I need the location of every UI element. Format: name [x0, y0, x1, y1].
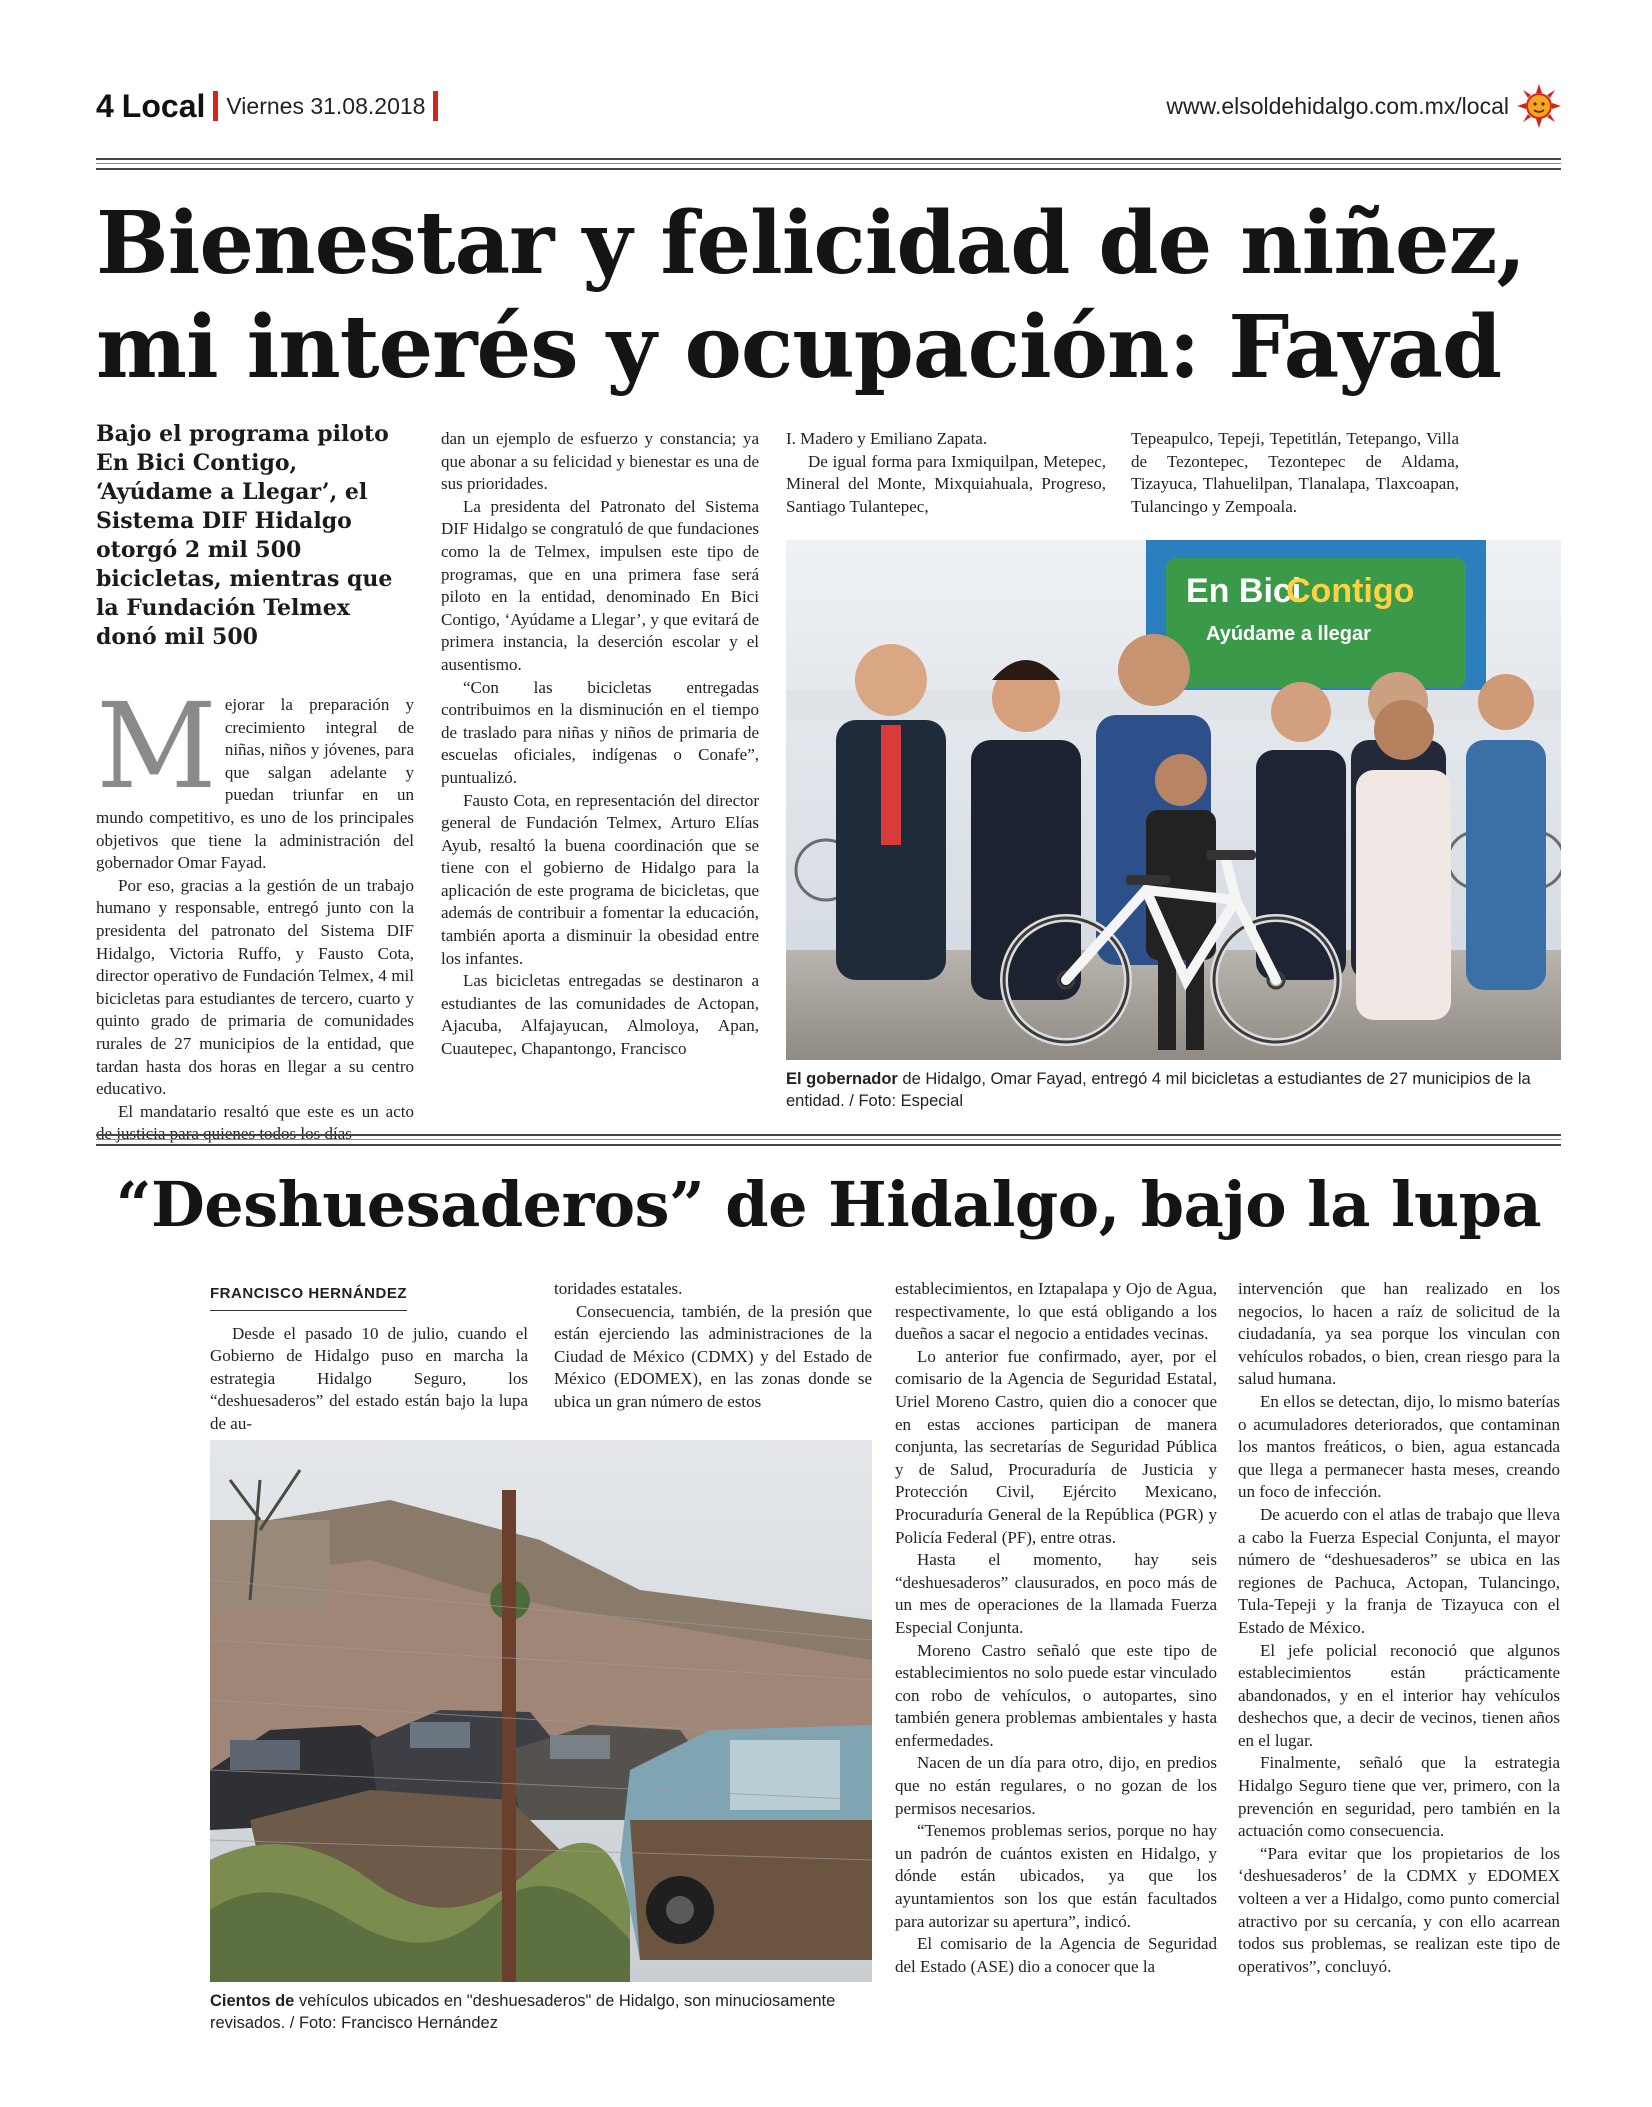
- article2-photo: [210, 1440, 872, 1982]
- page-number: 4: [96, 87, 114, 124]
- article1-paragraph: El mandatario resaltó que este es un acto de justicia para quienes todos los días: [96, 1101, 414, 1144]
- article1-column-2: [441, 428, 759, 1061]
- masthead: [96, 84, 1561, 134]
- article1-paragraph: I. Madero y Emiliano Zapata.: [786, 429, 988, 448]
- junkyard-photo-illustration: [210, 1440, 872, 1982]
- article1-caption: [786, 1068, 1561, 1112]
- article2-paragraph: El comisario de la Agencia de Seguridad del Estado (ASE) dio a conocer que la: [895, 1934, 1217, 1976]
- article2-column-4: [1238, 1278, 1560, 1978]
- article2-column-1: [210, 1282, 528, 1436]
- article1-column-4: [1131, 428, 1459, 518]
- article2-caption-lead: Cientos de: [210, 1992, 295, 2010]
- section-divider: [213, 91, 218, 121]
- article2-paragraph: Moreno Castro señaló que este tipo de establecimientos no solo puede estar vinculado con robo de vehículos, o autopartes, sino también genera problemas ambientales y hasta enfermedades.: [895, 1640, 1217, 1750]
- banner-text: Contigo: [1286, 572, 1415, 610]
- header-rule: [96, 158, 1561, 170]
- section-name: Local: [121, 87, 206, 124]
- article1-column-3: [786, 428, 1106, 518]
- article1-headline: Bienestar y felicidad de niñez, mi interés y ocupación: Fayad: [96, 193, 1526, 398]
- article1-paragraph: Tepeapulco, Tepeji, Tepetitlán, Tetepango, Villa de Tezontepec, Tezontepec de Aldama, Tizayuca, Tlahuelilpan, Tlanalapa, Tlaxcoapan, Tulancingo y Zempoala.: [1131, 429, 1459, 516]
- article1-column-1: [96, 420, 414, 1146]
- article2-paragraph: De acuerdo con el atlas de trabajo que lleva a cabo la Fuerza Especial Conjunta, el mayor número de “deshuesaderos” se ubica en las regiones de Pachuca, Actopan, Tulancingo, Tula-Tepeji y la franja de Tizayuca con el Estado de México.: [1238, 1504, 1560, 1637]
- article2-paragraph: Hasta el momento, hay seis “deshuesaderos” clausurados, en poco más de un mes de operaciones de la llamada Fuerza Especial Conjunta.: [895, 1550, 1217, 1637]
- article2-headline: “Deshuesaderos” de Hidalgo, bajo la lupa: [115, 1168, 1542, 1241]
- article1-paragraph: La presidenta del Patronato del Sistema DIF Hidalgo se congratuló de que fundaciones como la de Telmex, impulsen este tipo de programas, que en una primera fase será piloto en la entidad, denominado En Bici Contigo, ‘Ayúdame a Llegar’, y que evitará de primera instancia, la deserción escolar y el ausentismo.: [441, 496, 759, 674]
- article2-caption-text: vehículos ubicados en "deshuesaderos" de Hidalgo, son minuciosamente revisados. / Foto: Francisco Hernández: [210, 1992, 836, 2032]
- article2-paragraph: toridades estatales.: [554, 1279, 683, 1298]
- article2-paragraph: El jefe policial reconoció que algunos establecimientos están prácticamente abandonados, y en el interior hay vehículos deshechos que, a decir de vecinos, tienen años en el lugar.: [1238, 1640, 1560, 1750]
- article1-paragraph: Las bicicletas entregadas se destinaron a estudiantes de las comunidades de Actopan, Ajacuba, Alfajayucan, Almoloya, Apan, Cuautepec, Chapantongo, Francisco: [441, 971, 759, 1059]
- article1-dropcap: M: [96, 677, 217, 815]
- article1-paragraph: “Con las bicicletas entregadas contribuimos en la disminución en el tiempo de traslado para niñas y niños de primaria de escuelas oficiales, indígenas o Conafe”, puntualizó.: [441, 677, 759, 787]
- article2-column-3: [895, 1278, 1217, 1978]
- article2-paragraph: establecimientos, en Iztapalapa y Ojo de Agua, respectivamente, lo que está obligando a los dueños a sacar el negocio a entidades vecinas.: [895, 1279, 1217, 1344]
- article1-caption-lead: El gobernador: [786, 1070, 898, 1088]
- ceremony-photo-illustration: [786, 540, 1561, 1060]
- article2-column-2: [554, 1278, 872, 1414]
- article2-paragraph: En ellos se detectan, dijo, lo mismo baterías o acumuladores deteriorados, que contaminan los mantos freáticos, o bien, agua estancada que llega a permanecer hasta meses, creando un foco de infección.: [1238, 1391, 1560, 1502]
- article2-paragraph: Lo anterior fue confirmado, ayer, por el comisario de la Agencia de Seguridad Estatal, Uriel Moreno Castro, quien dio a conocer que en estas acciones participan de manera conjunta, las secretarías de Seguridad Pública y de Salud, Procuraduría de Justicia y Protección Civil, Ejército Mexicano, Procuraduría General de la República (PGR) y Policía Federal (PF), entre otras.: [895, 1346, 1217, 1547]
- sun-logo-icon: [1517, 84, 1561, 128]
- article2-paragraph: Nacen de un día para otro, dijo, en predios que no están regulares, o no gozan de los permisos necesarios.: [895, 1753, 1217, 1818]
- article2-paragraph: “Tenemos problemas serios, porque no hay un padrón de cuántos existen en Hidalgo, y dónde están ubicados, ya que los ayuntamientos son los que están facultados para autorizar su apertura”, indicó.: [895, 1821, 1217, 1931]
- section-url[interactable]: www.elsoldehidalgo.com.mx/local: [1166, 92, 1509, 119]
- article2-byline: FRANCISCO HERNÁNDEZ: [210, 1283, 407, 1311]
- section-rule: [96, 1134, 1561, 1146]
- article1-paragraph: De igual forma para Ixmiquilpan, Metepec, Mineral del Monte, Mixquiahuala, Progreso, Santiago Tulantepec,: [786, 451, 1106, 516]
- article1-paragraph: Por eso, gracias a la gestión de un trabajo humano y responsable, entregó junto con la presidenta del patronato del Sistema DIF Hidalgo, Victoria Ruffo, y Fausto Cota, director operativo de Fundación Telmex, 4 mil bicicletas para estudiantes de tercero, cuarto y quinto grado de primaria de comunidades rurales de 27 municipios de la entidad, que tardan hasta dos horas en llegar a su centro educativo.: [96, 875, 414, 1099]
- issue-date: Viernes 31.08.2018: [226, 92, 426, 119]
- article1-deck: Bajo el programa piloto En Bici Contigo, ‘Ayúdame a Llegar’, el Sistema DIF Hidalgo otorgó 2 mil 500 bicicletas, mientras que la Fundación Telmex donó mil 500: [96, 421, 393, 650]
- article1-paragraph: Mejorar la preparación y crecimiento integral de niñas, niños y jóvenes, para que salgan adelante y puedan triunfar en un mundo competitivo, es uno de los principales objetivos que tiene la administración del gobernador Omar Fayad.: [96, 677, 414, 873]
- article2-paragraph: Finalmente, señaló que la estrategia Hidalgo Seguro tiene que ver, primero, con la prevención en seguridad, pero también en la actuación como consecuencia.: [1238, 1753, 1560, 1841]
- article1-paragraph: dan un ejemplo de esfuerzo y constancia; ya que abonar a su felicidad y bienestar es una de sus prioridades.: [441, 429, 759, 494]
- article1-paragraph: Fausto Cota, en representación del director general de Fundación Telmex, Arturo Elías Ayub, resaltó la buena coordinación que se tiene con el gobierno de Hidalgo para la aplicación de este programa de bicicletas, que además de contribuir a fomentar la educación, también aporta a disminuir la obesidad entre los infantes.: [441, 790, 759, 968]
- article1-photo: [786, 540, 1561, 1060]
- article1-caption-text: de Hidalgo, Omar Fayad, entregó 4 mil bicicletas a estudiantes de 27 municipios de la entidad. / Foto: Especial: [786, 1070, 1531, 1110]
- article2-paragraph: intervención que han realizado en los negocios, lo hacen a raíz de solicitud de la ciudadanía, ya sea porque los vinculan con vehículos robados, o bien, crean riesgo para la salud humana.: [1238, 1279, 1560, 1389]
- banner-text: Ayúdame a llegar: [1206, 623, 1371, 645]
- article2-paragraph: Consecuencia, también, de la presión que están ejerciendo las administraciones de la Ciudad de México (CDMX) y del Estado de México (EDOMEX), en las zonas donde se ubica un gran número de estos: [554, 1301, 872, 1411]
- article2-caption: [210, 1990, 872, 2034]
- article2-paragraph: “Para evitar que los propietarios de los ‘deshuesaderos’ de la CDMX y EDOMEX volteen a ver a Hidalgo, como punto comercial atractivo por su cercanía, y con ello acarrean todos sus problemas, se realizan este tipo de operativos”, concluyó.: [1238, 1843, 1560, 1976]
- date-divider: [433, 91, 438, 121]
- article2-paragraph: Desde el pasado 10 de julio, cuando el Gobierno de Hidalgo puso en marcha la estrategia Hidalgo Seguro, los “deshuesaderos” del estado están bajo la lupa de au-: [210, 1323, 528, 1433]
- section-label: [96, 84, 446, 128]
- banner-text: En Bici: [1186, 572, 1302, 610]
